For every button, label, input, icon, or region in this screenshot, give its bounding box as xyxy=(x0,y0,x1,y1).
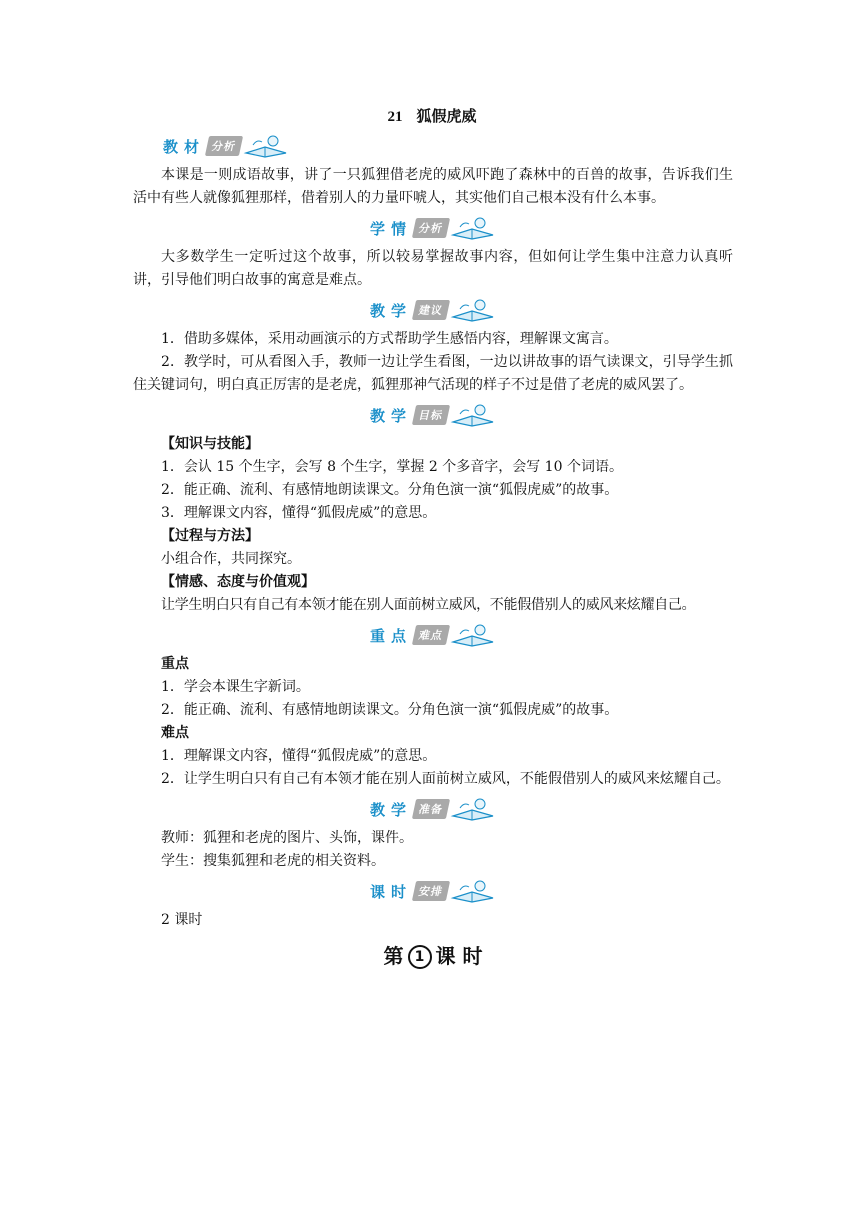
section-label-main: 教学 xyxy=(369,800,412,819)
section-label-sub: 准备 xyxy=(412,799,450,819)
section-label-main: 教材 xyxy=(163,137,206,156)
section-label-main: 课时 xyxy=(369,882,412,901)
lesson-heading-prefix: 第 xyxy=(383,944,404,968)
lesson-number: 21 xyxy=(387,109,403,125)
difficulties-heading: 难点 xyxy=(161,725,189,741)
goals-knowledge-2: 2．能正确、流利、有感情地朗读课文。分角色演一演“狐假虎威”的故事。 xyxy=(161,482,619,498)
section-header-goals xyxy=(133,399,733,431)
keypoints-heading: 重点 xyxy=(161,656,189,672)
section-label-sub: 分析 xyxy=(205,136,243,156)
analysis-text: 本课是一则成语故事，讲了一只狐狸借老虎的威风吓跑了森林中的百兽的故事，告诉我们生活中有些人就像狐狸那样，借着别人的力量吓唬人，其实他们自己根本没有什么本事。 xyxy=(133,167,733,206)
book-icon xyxy=(450,402,496,428)
lesson-title-text: 狐假虎威 xyxy=(416,107,477,125)
content xyxy=(133,104,733,969)
book-icon xyxy=(450,796,496,822)
section-label-main: 教学 xyxy=(369,406,412,425)
section-label-main: 学情 xyxy=(369,219,412,238)
prep-student: 学生：搜集狐狸和老虎的相关资料。 xyxy=(161,853,385,869)
section-header-keypoints xyxy=(133,619,733,651)
section-header-students xyxy=(133,212,733,244)
section-label-sub: 目标 xyxy=(412,405,450,425)
lesson-number-badge: 1 xyxy=(408,945,432,969)
goals-knowledge-3: 3．理解课文内容，懂得“狐假虎威”的意思。 xyxy=(161,505,437,521)
section-header-advice xyxy=(133,294,733,326)
section-header-schedule xyxy=(133,875,733,907)
difficulty-2: 2．让学生明白只有自己有本领才能在别人面前树立威风，不能假借别人的威风来炫耀自己。 xyxy=(161,771,730,787)
students-text: 大多数学生一定听过这个故事，所以较易掌握故事内容，但如何让学生集中注意力认真听讲，引导他们明白故事的寓意是难点。 xyxy=(133,249,733,288)
book-icon xyxy=(450,297,496,323)
book-icon xyxy=(450,878,496,904)
book-icon xyxy=(450,622,496,648)
section-label-main: 教学 xyxy=(369,301,412,320)
lesson-heading xyxy=(133,940,733,969)
goals-knowledge-1: 1．会认 15 个生字，会写 8 个生字，掌握 2 个多音字，会写 10 个词语。 xyxy=(161,459,623,475)
section-label-sub: 难点 xyxy=(412,625,450,645)
advice-item-2: 2．教学时，可从看图入手，教师一边让学生看图，一边以讲故事的语气读课文，引导学生抓住关键词句，明白真正厉害的是老虎，狐狸那神气活现的样子不过是借了老虎的威风罢了。 xyxy=(133,354,733,393)
section-label-sub: 建议 xyxy=(412,300,450,320)
book-icon xyxy=(450,215,496,241)
goals-heading-emotion: 【情感、态度与价值观】 xyxy=(161,574,315,590)
section-label-sub: 分析 xyxy=(412,218,450,238)
section-header-prep xyxy=(133,793,733,825)
advice-item-1: 1．借助多媒体，采用动画演示的方式帮助学生感悟内容，理解课文寓言。 xyxy=(161,331,618,347)
schedule-text: 2 课时 xyxy=(161,912,203,928)
difficulty-1: 1．理解课文内容，懂得“狐假虎威”的意思。 xyxy=(161,748,437,764)
goals-process-1: 小组合作，共同探究。 xyxy=(161,551,301,567)
section-header-analysis xyxy=(133,130,733,162)
lesson-heading-suffix: 课 时 xyxy=(435,944,483,968)
goals-emotion-1: 让学生明白只有自己有本领才能在别人面前树立威风，不能假借别人的威风来炫耀自己。 xyxy=(161,597,696,613)
goals-heading-process: 【过程与方法】 xyxy=(161,528,259,544)
book-icon xyxy=(243,133,289,159)
lesson-title xyxy=(131,104,733,128)
section-label-sub: 安排 xyxy=(412,881,450,901)
goals-heading-knowledge: 【知识与技能】 xyxy=(161,436,259,452)
keypoint-2: 2．能正确、流利、有感情地朗读课文。分角色演一演“狐假虎威”的故事。 xyxy=(161,702,619,718)
prep-teacher: 教师：狐狸和老虎的图片、头饰，课件。 xyxy=(161,830,413,846)
keypoint-1: 1．学会本课生字新词。 xyxy=(161,679,310,695)
section-label-main: 重点 xyxy=(369,626,412,645)
